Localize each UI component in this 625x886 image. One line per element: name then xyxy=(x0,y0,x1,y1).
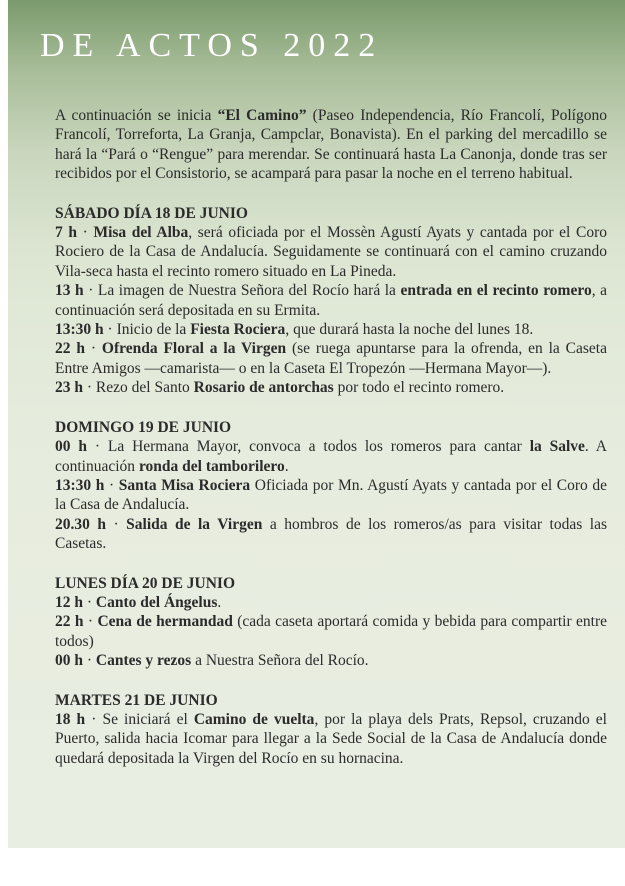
event-title: Canto del Ángelus xyxy=(95,593,218,611)
event-time: 18 h xyxy=(55,710,86,728)
event-title: Camino de vuelta xyxy=(193,710,315,728)
program-content xyxy=(55,106,607,788)
day-heading: LUNES DÍA 20 DE JUNIO xyxy=(55,574,236,592)
event-time: 13:30 h xyxy=(55,476,105,494)
intro-text: (Paseo Independencia, Río Francolí, Polígono Francolí, Torreforta, La Granja, Campclar, Bonavista). En el parking del mercadillo se hará la “Pará o “Rengue” para merendar. Se continuará hasta La Canonja, donde tras ser recibidos por el Consistorio, se acampará para pasar la noche en el terreno habitual. xyxy=(55,107,607,183)
event-title: entrada en el recinto romero xyxy=(400,282,592,300)
day-section xyxy=(55,574,607,671)
event-item: 13:30 h · Santa Misa Rociera Oficiada por Mn. Agustí Ayats y cantada por el Coro de la Casa de Andalucía. xyxy=(55,476,607,514)
event-time: 22 h xyxy=(55,613,84,631)
event-item: 00 h · Cantes y rezos a Nuestra Señora del Rocío. xyxy=(55,652,369,670)
event-title: Cantes y rezos xyxy=(95,652,192,670)
day-heading: SÁBADO DÍA 18 DE JUNIO xyxy=(55,204,248,222)
event-time: 23 h xyxy=(55,379,83,397)
event-time: 22 h xyxy=(55,340,85,358)
program-page xyxy=(8,0,625,848)
page-title: DE ACTOS 2022 xyxy=(40,27,384,64)
event-item: 7 h · Misa del Alba, será oficiada por el Mossèn Agustí Ayats y cantada por el Coro Rociero de la Casa de Andalucía. Seguidamente se continuará con el camino cruzando Vila-seca hasta el recinto romero situado en La Pineda. xyxy=(55,224,607,280)
event-title: Salida de la Virgen xyxy=(126,515,263,533)
day-section xyxy=(55,204,607,398)
event-title: Misa del Alba xyxy=(93,224,189,242)
event-time: 7 h xyxy=(55,224,78,242)
event-title: la Salve xyxy=(529,438,585,456)
event-item: 13:30 h · Inicio de la Fiesta Rociera, que durará hasta la noche del lunes 18. xyxy=(55,321,534,339)
event-item: 13 h · La imagen de Nuestra Señora del Rocío hará la entrada en el recinto romero, a continuación será depositada en su Ermita. xyxy=(55,282,608,319)
event-item: 20.30 h · Salida de la Virgen a hombros de los romeros/as para visitar todas las Casetas. xyxy=(55,515,607,553)
intro-bold: “El Camino” xyxy=(217,107,307,124)
event-item: 12 h · Canto del Ángelus. xyxy=(55,593,222,611)
event-item: 23 h · Rezo del Santo Rosario de antorchas por todo el recinto romero. xyxy=(55,379,505,397)
event-time: 12 h xyxy=(55,593,83,611)
event-time: 20.30 h xyxy=(55,515,106,533)
event-title: Cena de hermandad xyxy=(97,613,233,631)
event-title: Ofrenda Floral a la Virgen xyxy=(101,340,287,358)
event-title: Fiesta Rociera xyxy=(190,321,286,339)
intro-text: A continuación se inicia xyxy=(55,107,218,124)
intro-paragraph xyxy=(55,106,607,184)
event-time: 00 h xyxy=(55,652,83,670)
day-heading: MARTES 21 DE JUNIO xyxy=(55,691,218,709)
event-item: 22 h · Cena de hermandad (cada caseta aportará comida y bebida para compartir entre todos) xyxy=(55,613,608,650)
event-time: 13:30 h xyxy=(55,321,104,339)
event-title: Rosario de antorchas xyxy=(193,379,334,397)
event-item: 00 h · La Hermana Mayor, convoca a todos los romeros para cantar la Salve. A continuación ronda del tamborilero. xyxy=(55,438,607,475)
day-section xyxy=(55,691,607,769)
event-title: Santa Misa Rociera xyxy=(118,476,251,494)
event-item: 22 h · Ofrenda Floral a la Virgen (se ruega apuntarse para la ofrenda, en la Caseta Entre Amigos —camarista— o en la Caseta El Tropezón —Hermana Mayor—). xyxy=(55,340,607,377)
day-heading: DOMINGO 19 DE JUNIO xyxy=(55,418,232,436)
event-time: 13 h xyxy=(55,282,84,300)
day-section xyxy=(55,418,607,554)
event-item: 18 h · Se iniciará el Camino de vuelta, por la playa dels Prats, Repsol, cruzando el Puerto, salida hacia Icomar para llegar a la Sede Social de la Casa de Andalucía donde quedará depositada la Virgen del Rocío en su hornacina. xyxy=(55,710,607,767)
event-time: 00 h xyxy=(55,438,87,456)
